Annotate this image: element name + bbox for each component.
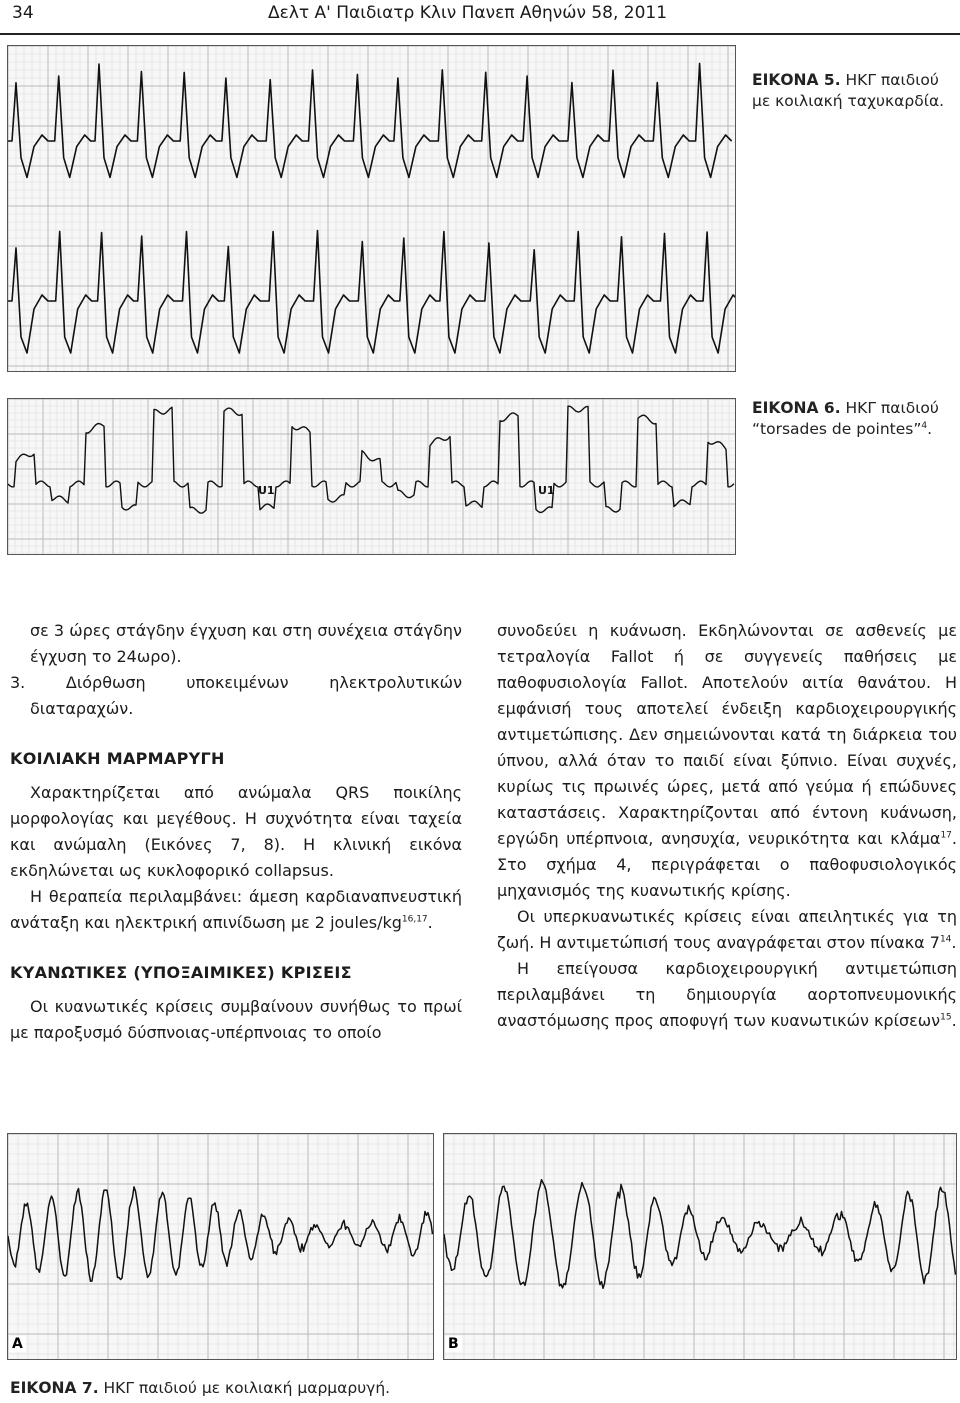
figure-6-label: ΕΙΚΟΝΑ 6. <box>752 399 841 417</box>
figure-7-caption-text: ΗΚΓ παιδιού με κοιλιακή μαρμαρυγή. <box>103 1379 391 1397</box>
ecg-trace-strip-2 <box>8 231 735 353</box>
paragraph-vf-description: Χαρακτηρίζεται από ανώμαλα QRS ποικίλης μορφολογίας και μεγέθους. Η συχνότητα είναι ταχεία και ανώμαλη (Εικόνες 7, 8). Η κλινική εικόνα εκδηλώνεται ως κυκλοφορικό collapsus. <box>10 783 462 880</box>
paragraph-surgical-treatment <box>497 956 957 1034</box>
figure-7b-ecg <box>443 1133 957 1360</box>
ecg-lead-label: U1 <box>538 484 555 497</box>
figure-5-label: ΕΙΚΟΝΑ 5. <box>752 71 841 89</box>
figure-7a-ecg <box>7 1133 434 1360</box>
ecg-lead-label: U1 <box>258 484 275 497</box>
paragraph-cyanotic-description <box>497 618 957 904</box>
figure-7-panel-a-label: A <box>9 1336 26 1352</box>
ref-14: 14 <box>939 934 952 945</box>
figure-7-label: ΕΙΚΟΝΑ 7. <box>10 1379 99 1397</box>
paragraph-end-period: . <box>951 1011 957 1030</box>
ref-17: 17 <box>940 830 952 841</box>
figure-6-caption-line1: ΗΚΓ παιδιού <box>845 399 939 417</box>
figure-6-ecg <box>7 398 736 555</box>
paragraph-cyanotic-intro: Οι κυανωτικές κρίσεις συμβαίνουν συνήθως το πρωί με παροξυσμό δύσπνοιας-υπέρπνοιας το οποίο <box>10 997 462 1042</box>
paragraph-surgical-treatment-text: Η επείγουσα καρδιοχειρουργική αντιμετώπιση περιλαμβάνει τη δημιουργία αορτοπνευμονικής αναστόμωσης προς αποφυγή των κυανωτικών κρίσεων <box>497 959 957 1030</box>
figure-6-caption-line2: “torsades de pointes” <box>752 420 922 438</box>
paragraph-end-period: . <box>427 913 433 932</box>
figure-5-caption-line1: ΗΚΓ παιδιού <box>845 71 939 89</box>
section-heading-ventricular-fibrillation: ΚΟΙΛΙΑΚΗ ΜΑΡΜΑΡΥΓΗ <box>10 749 225 768</box>
left-column <box>10 618 462 1046</box>
ref-15: 15 <box>940 1012 952 1023</box>
paragraph-cyanotic-description-end: . Στο σχήμα 4, περιγράφεται ο παθοφυσιολογικός μηχανισμός της κυανωτικής κρίσης. <box>497 829 957 900</box>
paragraph-cyanotic-description-text: συνοδεύει η κυάνωση. Εκδηλώνονται σε ασθενείς με τετραλογία Fallot ή σε συγγενείς παθήσεις με παθοφυσιολογία Fallot. Αποτελούν αιτία θανάτου. Η εμφάνισή τους αποτελεί ένδειξη καρδιοχειρουργικής αντιμετώπισης. Δεν σημειώνονται κατά τη διάρκεια του ύπνου, αλλά όταν το παιδί είναι ξύπνιο. Είναι συχνές, κυρίως τις πρωινές ώρες, μετά από γεύμα ή επώδυνες καταστάσεις. Χαρακτηρίζονται από έντονη κυάνωση, εργώδη υπέρπνοια, ανησυχία, νευρικότητα και κλάμα <box>497 621 957 848</box>
figure-5-caption <box>752 70 957 112</box>
figure-6-ref: 4 <box>921 420 928 431</box>
figure-7-panel-b-label: B <box>445 1336 462 1352</box>
paragraph-vf-treatment-text: Η θεραπεία περιλαμβάνει: άμεση καρδιαναπνευστική ανάταξη και ηλεκτρική απινίδωση με 2 joules/kg <box>10 887 462 932</box>
list-continuation: σε 3 ώρες στάγδην έγχυση και στη συνέχεια στάγδην έγχυση το 24ωρο). <box>30 621 462 666</box>
ref-16-17: 16,17 <box>401 914 428 925</box>
paragraph-hypercyanotic-text: Οι υπερκυανωτικές κρίσεις είναι απειλητικές για τη ζωή. Η αντιμετώπισή τους αναγράφεται στον πίνακα 7 <box>497 907 957 952</box>
ecg-trace-strip-1 <box>8 63 732 177</box>
figure-7-caption <box>10 1378 610 1399</box>
paragraph-hypercyanotic <box>497 904 957 956</box>
figure-5-caption-line2: με κοιλιακή ταχυκαρδία. <box>752 92 945 110</box>
header-divider <box>0 33 960 35</box>
right-column <box>497 618 957 1034</box>
section-heading-cyanotic-crises: ΚΥΑΝΩΤΙΚΕΣ (ΥΠΟΞΑΙΜΙΚΕΣ) ΚΡΙΣΕΙΣ <box>10 963 352 982</box>
paragraph-end-period: . <box>951 933 957 952</box>
ecg-grid <box>8 1134 433 1359</box>
ecg-grid <box>8 399 735 554</box>
paragraph-vf-treatment <box>10 884 462 936</box>
figure-6-caption: ΕΙΚΟΝΑ 6. ΗΚΓ παιδιού “torsades de pointes”$^4$. <box>752 399 939 438</box>
journal-header: Δελτ Α' Παιδιατρ Κλιν Πανεπ Αθηνών 58, 2011 <box>268 3 668 23</box>
page-number: 34 <box>12 3 34 23</box>
figure-5-ecg <box>7 45 736 372</box>
list-item-3: 3. Διόρθωση υποκειμένων ηλεκτρολυτικών διαταραχών. <box>10 673 462 718</box>
